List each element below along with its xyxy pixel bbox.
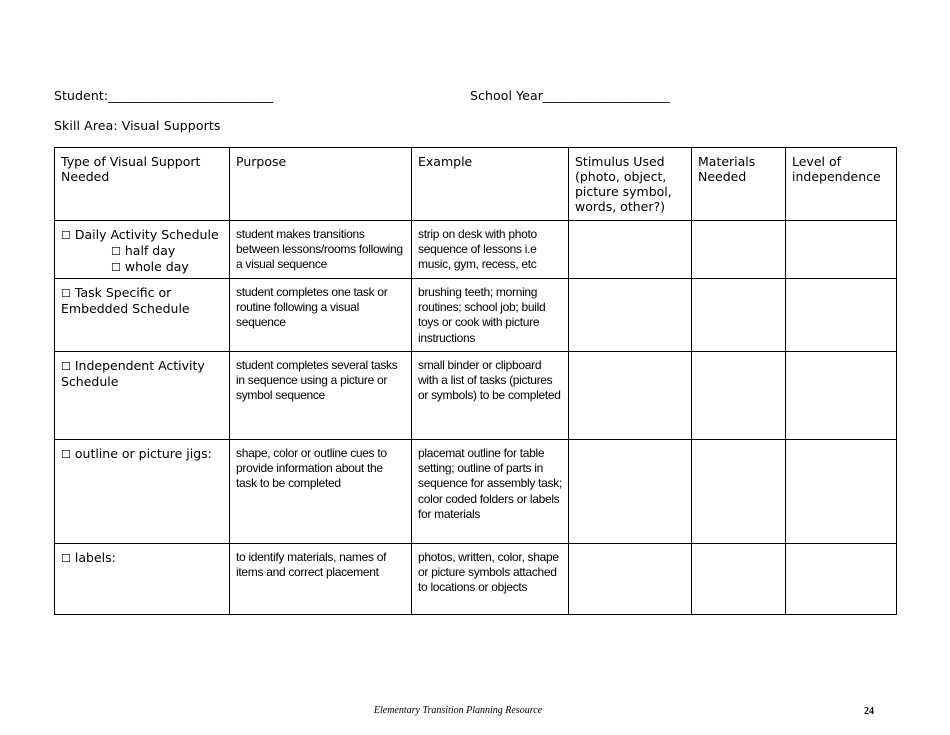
sub-option-whole-day[interactable]: ☐ whole day bbox=[111, 259, 189, 274]
column-header-materials: Materials Needed bbox=[692, 148, 786, 221]
checkbox-icon[interactable]: ☐ bbox=[61, 287, 71, 300]
visual-supports-table bbox=[54, 147, 897, 615]
table-row bbox=[55, 279, 897, 352]
table-row bbox=[55, 352, 897, 440]
purpose-cell: student completes one task or routine following a visual sequence bbox=[230, 279, 412, 352]
example-cell: strip on desk with photo sequence of lessons i.e music, gym, recess, etc bbox=[412, 221, 569, 279]
column-header-type: Type of Visual Support Needed bbox=[55, 148, 230, 221]
student-field-label: Student:__________________________ bbox=[54, 88, 274, 103]
example-cell: brushing teeth; morning routines; school job; build toys or cook with picture instructions bbox=[412, 279, 569, 352]
level-cell[interactable] bbox=[786, 544, 897, 615]
materials-cell[interactable] bbox=[692, 544, 786, 615]
sub-option-half-day[interactable]: ☐ half day bbox=[111, 243, 176, 258]
column-header-stimulus: Stimulus Used (photo, object, picture symbol, words, other?) bbox=[569, 148, 692, 221]
table-row bbox=[55, 440, 897, 544]
purpose-cell: student makes transitions between lessons/rooms following a visual sequence bbox=[230, 221, 412, 279]
level-cell[interactable] bbox=[786, 440, 897, 544]
column-header-level: Level of independence bbox=[786, 148, 897, 221]
type-cell bbox=[55, 279, 230, 352]
stimulus-cell[interactable] bbox=[569, 544, 692, 615]
purpose-cell: student completes several tasks in sequence using a picture or symbol sequence bbox=[230, 352, 412, 440]
checkbox-icon[interactable]: ☐ bbox=[61, 360, 71, 373]
column-header-example: Example bbox=[412, 148, 569, 221]
stimulus-cell[interactable] bbox=[569, 221, 692, 279]
purpose-cell: shape, color or outline cues to provide information about the task to be completed bbox=[230, 440, 412, 544]
checkbox-icon[interactable]: ☐ bbox=[61, 448, 71, 461]
purpose-cell: to identify materials, names of items and correct placement bbox=[230, 544, 412, 615]
page-number: 24 bbox=[864, 706, 874, 717]
example-cell: photos, written, color, shape or picture symbols attached to locations or objects bbox=[412, 544, 569, 615]
checkbox-icon[interactable]: ☐ bbox=[61, 229, 71, 242]
stimulus-cell[interactable] bbox=[569, 279, 692, 352]
type-option[interactable]: ☐ outline or picture jigs: bbox=[61, 446, 212, 461]
table-row bbox=[55, 221, 897, 279]
type-cell bbox=[55, 221, 230, 279]
materials-cell[interactable] bbox=[692, 352, 786, 440]
level-cell[interactable] bbox=[786, 221, 897, 279]
checkbox-icon[interactable]: ☐ bbox=[111, 261, 121, 274]
type-cell bbox=[55, 544, 230, 615]
type-option[interactable]: ☐ Independent Activity Schedule bbox=[61, 358, 205, 389]
level-cell[interactable] bbox=[786, 352, 897, 440]
table-row bbox=[55, 544, 897, 615]
example-cell: placemat outline for table setting; outline of parts in sequence for assembly task; color coded folders or labels for materials bbox=[412, 440, 569, 544]
materials-cell[interactable] bbox=[692, 440, 786, 544]
materials-cell[interactable] bbox=[692, 221, 786, 279]
column-header-purpose: Purpose bbox=[230, 148, 412, 221]
school-year-field-label: School Year____________________ bbox=[470, 88, 671, 103]
checkbox-icon[interactable]: ☐ bbox=[61, 552, 71, 565]
type-option[interactable]: ☐ labels: bbox=[61, 550, 116, 565]
level-cell[interactable] bbox=[786, 279, 897, 352]
materials-cell[interactable] bbox=[692, 279, 786, 352]
type-option[interactable]: ☐ Daily Activity Schedule bbox=[61, 227, 219, 242]
example-cell: small binder or clipboard with a list of tasks (pictures or symbols) to be completed bbox=[412, 352, 569, 440]
footer-title: Elementary Transition Planning Resource bbox=[373, 705, 543, 716]
type-cell bbox=[55, 352, 230, 440]
checkbox-icon[interactable]: ☐ bbox=[111, 245, 121, 258]
table-header-row bbox=[55, 148, 897, 221]
stimulus-cell[interactable] bbox=[569, 440, 692, 544]
skill-area-label: Skill Area: Visual Supports bbox=[54, 118, 221, 133]
stimulus-cell[interactable] bbox=[569, 352, 692, 440]
type-option[interactable]: ☐ Task Specific or Embedded Schedule bbox=[61, 285, 190, 316]
type-cell bbox=[55, 440, 230, 544]
